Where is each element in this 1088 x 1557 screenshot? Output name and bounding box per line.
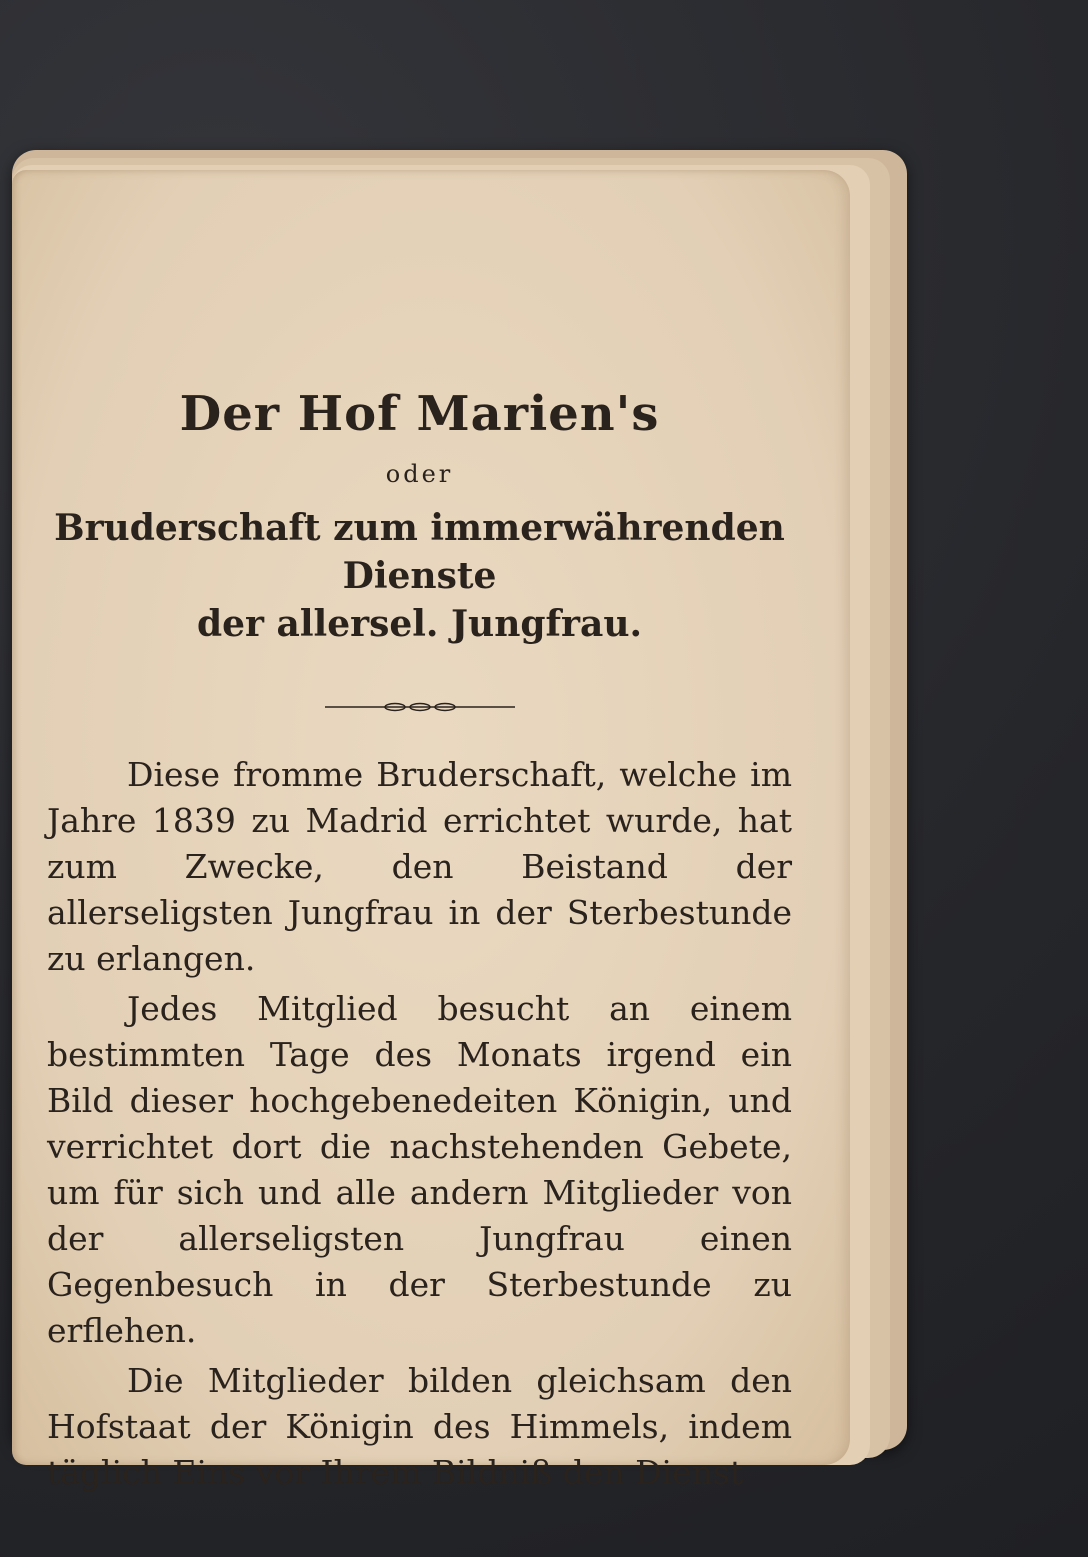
paragraph: Jedes Mitglied besucht an einem bestimmten Tage des Monats irgend ein Bild dieser hochgebenedeiten Königin, und verrichtet dort die nachstehenden Gebete, um für sich und alle andern Mitglieder von der allerseligsten Jungfrau einen Gegenbesuch in der Sterbestunde zu erflehen.: [47, 989, 792, 1350]
paragraph: Diese fromme Bruderschaft, welche im Jahre 1839 zu Madrid errichtet wurde, hat zum Zwecke, den Beistand der allerseligsten Jungfrau in der Sterbestunde zu erlangen.: [47, 755, 792, 978]
page-content: [47, 386, 792, 1500]
title-connector: oder: [385, 460, 454, 488]
page-title: Der Hof Marien's: [179, 386, 660, 442]
page-subtitle: [47, 504, 792, 648]
subtitle-line-1: Bruderschaft zum immerwährenden Dienste: [54, 507, 785, 597]
book-page: [12, 170, 850, 1492]
paragraph: Die Mitglieder bilden gleichsam den Hofstaat der Königin des Himmels, indem täglich Eins vor Ihrem Bildniß den Dienst: [47, 1361, 792, 1492]
ornamental-divider: [325, 700, 515, 714]
subtitle-line-2: der allersel. Jungfrau.: [196, 603, 643, 645]
